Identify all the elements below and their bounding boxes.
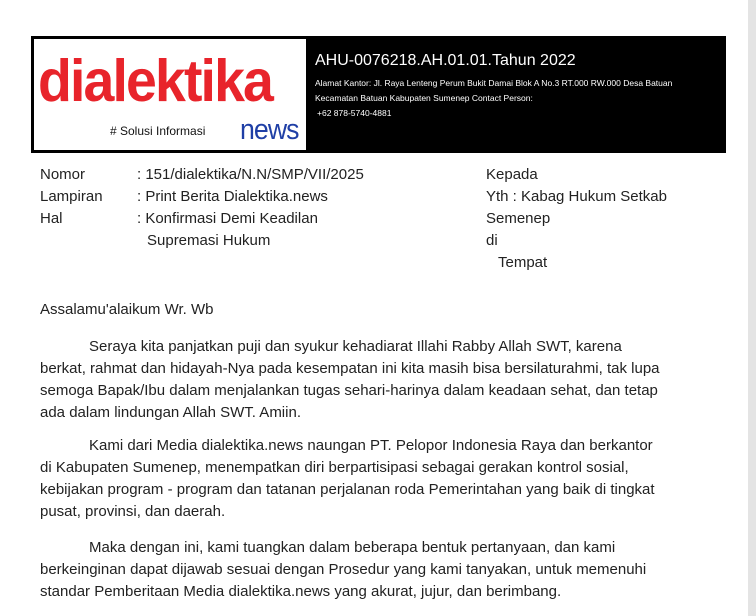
paragraph-line: standar Pemberitaan Media dialektika.news yang akurat, jujur, dan berimbang. (40, 583, 562, 600)
paragraph-line: pusat, provinsi, dan daerah. (40, 503, 226, 520)
contact-phone: +62 878-5740-4881 (317, 108, 392, 118)
lampiran-label: Lampiran (40, 188, 103, 205)
paragraph-line: di Kabupaten Sumenep, menempatkan diri berpartisipasi sebagai gerakan kontrol sosial, (40, 459, 629, 476)
recipient-place: Semenep (486, 210, 551, 227)
hal-value-continued: Supremasi Hukum (147, 232, 271, 249)
nomor-value: : 151/dialektika/N.N/SMP/VII/2025 (137, 166, 364, 183)
nomor-label: Nomor (40, 166, 86, 183)
paragraph-line: Seraya kita panjatkan puji dan syukur kehadiarat Illahi Rabby Allah SWT, karena (89, 338, 622, 355)
page-edge (748, 0, 756, 616)
recipient-tempat: Tempat (498, 254, 548, 271)
paragraph-2 (40, 435, 728, 523)
paragraph-line: berkeinginan dapat dijawab sesuai dengan Prosedur yang kami tanyakan, untuk memenuhi (40, 561, 647, 578)
paragraph-line: kebijakan program - program dan tatanan perjalanan roda Pemerintahan yang baik di tingkat (40, 481, 655, 498)
paragraph-line: ada dalam lindungan Allah SWT. Amiin. (40, 404, 301, 421)
lampiran-value: : Print Berita Dialektika.news (137, 188, 328, 205)
hal-value: : Konfirmasi Demi Keadilan (137, 210, 318, 227)
paragraph-line: semoga Bapak/Ibu dalam menjalankan tugas sehari-harinya dalam keadaan sehat, dan tetap (40, 382, 658, 399)
recipient-kepada: Kepada (486, 166, 538, 183)
logo-tagline: # Solusi Informasi (110, 124, 206, 138)
paragraph-3 (40, 537, 728, 603)
logo-news: news (240, 114, 299, 146)
paragraph-line: Maka dengan ini, kami tuangkan dalam beberapa bentuk pertanyaan, dan kami (89, 539, 616, 556)
registration-number: AHU-0076218.AH.01.01.Tahun 2022 (315, 52, 576, 69)
paragraph-line: Kami dari Media dialektika.news naungan PT. Pelopor Indonesia Raya dan berkantor (89, 437, 653, 454)
paragraph-1 (40, 336, 728, 424)
logo (34, 39, 306, 150)
recipient-di: di (486, 232, 498, 249)
office-address: Alamat Kantor: Jl. Raya Lenteng Perum Bukit Damai Blok A No.3 RT.000 RW.000 Desa Batuan Kecamatan Batuan Kabupaten Sumenep Contact Person: (315, 78, 673, 103)
letterhead (31, 36, 726, 153)
logo-wordmark: dialektika (38, 48, 273, 114)
greeting: Assalamu'alaikum Wr. Wb (40, 301, 214, 318)
paragraph-line: berkat, rahmat dan hidayah-Nya pada kesempatan ini kita masih bisa bersilaturahmi, tak lupa (40, 360, 660, 377)
recipient-name: Yth : Kabag Hukum Setkab (486, 188, 667, 205)
hal-label: Hal (40, 210, 63, 227)
